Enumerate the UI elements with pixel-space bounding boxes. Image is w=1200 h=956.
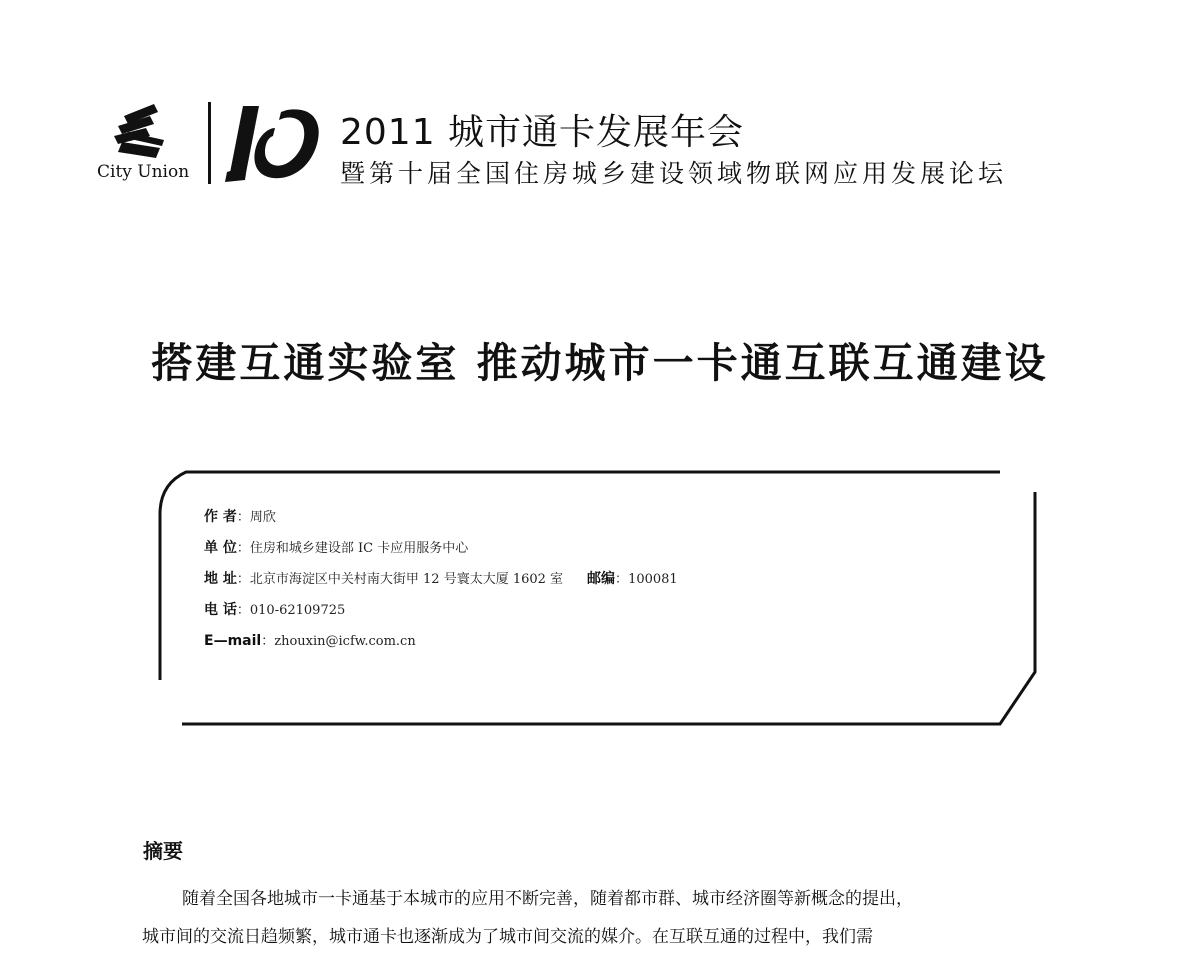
phone-label: 电 话 bbox=[204, 602, 237, 618]
abstract-line: 随着全国各地城市一卡通基于本城市的应用不断完善，随着都市群、城市经济圈等新概念的提出， bbox=[182, 889, 913, 909]
label-colon: ： bbox=[236, 541, 250, 556]
email-row bbox=[204, 630, 678, 661]
article-title: 搭建互通实验室 推动城市一卡通互联互通建设 bbox=[151, 339, 1049, 387]
tenth-anniversary-logo-icon bbox=[225, 100, 325, 184]
address-value: 北京市海淀区中关村南大街甲 12 号寰太大厦 1602 室 bbox=[249, 572, 564, 587]
phone-value: 010-62109725 bbox=[249, 603, 346, 618]
author-label: 作 者 bbox=[204, 509, 237, 525]
city-union-logo-text: City Union bbox=[97, 162, 190, 182]
author-value: 周欣 bbox=[249, 510, 276, 525]
conference-subtitle: 暨第十届全国住房城乡建设领域物联网应用发展论坛 bbox=[340, 159, 1008, 188]
abstract-body bbox=[142, 880, 1062, 956]
author-row bbox=[204, 506, 678, 537]
label-colon: ： bbox=[236, 572, 250, 587]
logo-divider bbox=[208, 102, 211, 184]
label-colon: ： bbox=[261, 634, 275, 649]
postcode-value: 100081 bbox=[628, 572, 678, 587]
abstract-heading: 摘要 bbox=[143, 839, 183, 863]
city-union-logo-icon bbox=[108, 104, 178, 164]
conference-title: 2011 城市通卡发展年会 bbox=[340, 112, 745, 153]
author-info bbox=[204, 506, 678, 661]
unit-value: 住房和城乡建设部 IC 卡应用服务中心 bbox=[249, 541, 469, 556]
address-row bbox=[204, 568, 678, 599]
postcode-label: 邮编 bbox=[587, 571, 616, 587]
label-colon: ： bbox=[236, 510, 250, 525]
email-label: E—mail bbox=[204, 633, 262, 649]
email-value: zhouxin@icfw.com.cn bbox=[274, 634, 416, 649]
unit-row bbox=[204, 537, 678, 568]
label-colon: ： bbox=[236, 603, 250, 618]
phone-row bbox=[204, 599, 678, 630]
address-label: 地 址 bbox=[204, 571, 237, 587]
abstract-line: 城市间的交流日趋频繁，城市通卡也逐渐成为了城市间交流的媒介。在互联互通的过程中，我们需 bbox=[142, 927, 873, 947]
unit-label: 单 位 bbox=[204, 540, 237, 556]
label-colon: ： bbox=[615, 572, 629, 587]
